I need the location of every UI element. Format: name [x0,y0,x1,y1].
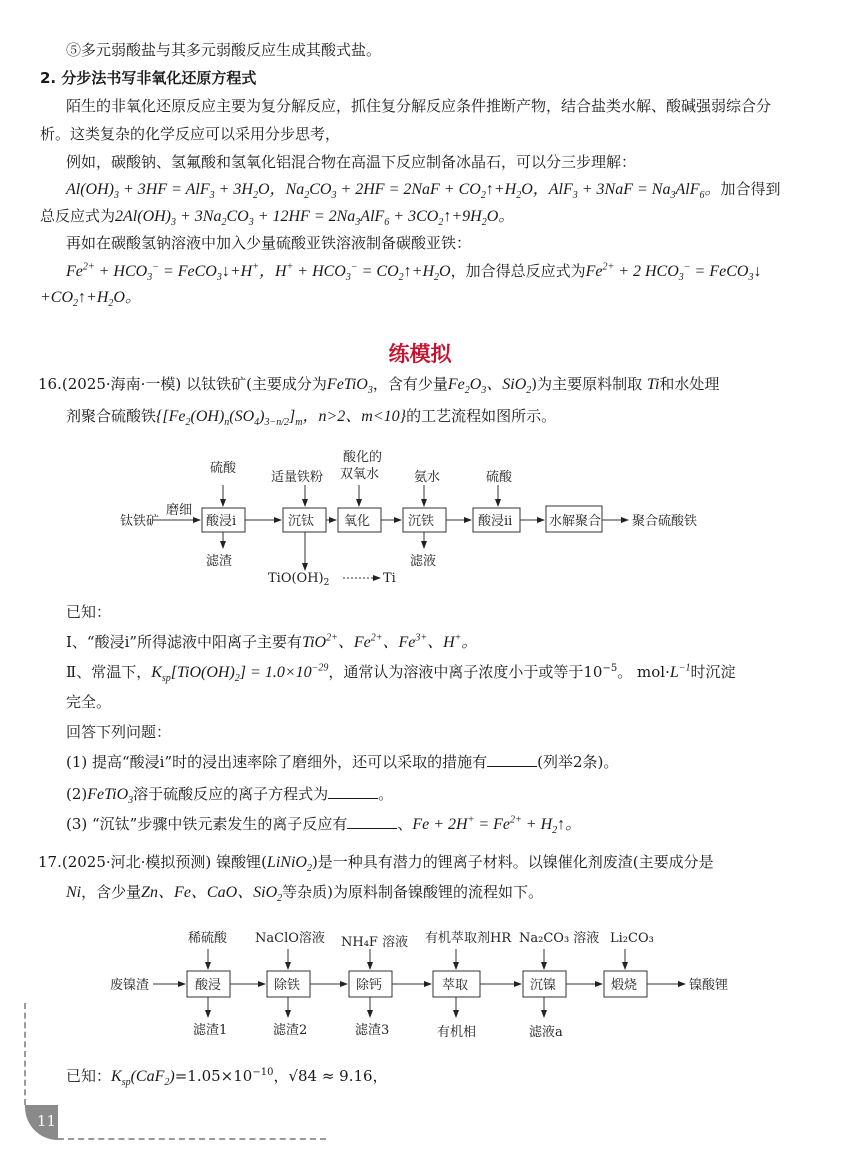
heading-2: 2. 分步法书写非氧化还原方程式 [40,69,257,87]
q16-sub-3-text: (3) “沉钛”步骤中铁元素发生的离子反应有 [66,815,348,833]
para1-line1: 陌生的非氧化还原反应主要为复分解反应，抓住复分解反应条件推断产物，结合盐类水解、酸碱强弱综合分 [66,97,772,115]
q16-input-4: 氨水 [414,470,441,485]
q16-input-1: 硫酸 [210,461,237,476]
answer-blank[interactable] [328,784,378,799]
q17-source: (2025·河北·模拟预测) [61,853,212,871]
q17-text: 镍酸锂( [216,853,267,871]
q16-output-4: 滤液 [410,554,437,569]
answer-blank[interactable] [347,814,397,829]
q17-step-4: 萃取 [442,978,469,993]
section-title: 练模拟 [388,342,452,366]
q17-input-1: 稀硫酸 [188,931,228,946]
q16-sub-2-text: (2) [66,785,88,803]
q16-known-2: Ⅱ、常温下，$K_{sp}[TiO(OH)_2] = 1.0\times 10^{-29}$，通常认为溶液中离子浓度小于或等于$10^{-5}$。 $mol\cdot L^{-1}$时沉淀 [66,662,736,685]
q17-text: ，含少量 [81,883,142,901]
q16-sub-2-text: 溶于硫酸反应的离子方程式为 [133,785,329,803]
q16-step-3: 氧化 [344,514,371,529]
q16-known-2-text: 时沉淀 [690,663,736,681]
page-border-bottom [58,1138,326,1140]
q16-step-4: 沉铁 [408,514,435,529]
q17-known-value: =1.05×10 [174,1067,253,1085]
eq2-prefix: 总反应式为 [40,207,116,225]
q16-text: 的工艺流程如图所示。 [406,407,557,425]
q16-known-2-unit: mol· [637,663,670,681]
q17-number: 17. [38,853,62,871]
equation-2: 总反应式为$2Al(OH)_3 + 3Na_2CO_3 + 12HF = 2Na_3AlF_6$ + $3CO_2↑+9H_2O$。 [40,207,515,229]
q17-stem-line2: Ni，含少量Zn、Fe、CaO、SiO$_2$等杂质)为原料制备镍酸锂的流程如下。 [66,883,544,905]
q16-sub-2: (2)FeTiO$_3$溶于硫酸反应的离子方程式为 。 [66,785,394,807]
q17-step-1: 酸浸 [195,978,222,993]
q16-sub-1-text: (列举2条)。 [537,753,619,771]
q16-stem-line1: 16.(2025·海南·一模) 以钛铁矿(主要成分为FeTiO$_3$，含有少量$Fe_2O_3$、SiO$_2$)为主要原料制取 Ti和水处理 [38,375,720,397]
q16-output-2: $TiO(OH)_2$ [268,571,330,588]
q16-flow-grind: 磨细 [166,503,193,518]
q17-flow-start: 废镍渣 [110,978,150,993]
para2: 例如，碳酸钠、氢氟酸和氢氧化铝混合物在高温下反应制备冰晶石，可以分三步理解： [66,153,637,171]
q16-known-2-text: Ⅱ、常温下， [66,663,152,681]
eq3-mid: ，加合得总反应式为 [450,262,586,280]
q17-known-exp: −10 [252,1067,274,1078]
q16-flow-start: 钛铁矿 [120,514,160,529]
q16-input-2: 适量铁粉 [271,470,324,485]
q17-stem-line1: 17.(2025·河北·模拟预测) 镍酸锂(LiNiO$_2$)是一种具有潜力的锂离子材料。以镍催化剂废渣(主要成分是 [38,853,714,875]
q16-answer-prompt: 回答下列问题： [66,723,172,741]
page-border-left [24,1003,26,1105]
q17-input-6: Li₂CO₃ [610,931,654,946]
q17-known-label: 已知： [66,1067,112,1085]
q16-sub-3: (3) “沉钛”步骤中铁元素发生的离子反应有 、$Fe + 2H^+ = Fe^{2+}$ + $H_2↑$。 [66,814,582,837]
q16-step-5: 酸浸ii [478,514,513,529]
q16-text: 以钛铁矿(主要成分为 [186,375,327,393]
q16-output-1: 滤渣 [206,554,233,569]
q16-number: 16. [38,375,62,393]
q16-flowchart [118,448,738,592]
q16-sub-3-text: 、 [397,815,413,833]
q16-stem-line2: 剂聚合硫酸铁{$[Fe_2(OH)_n(SO_4)_{3-n/2}]_m$，n>2、m<10}的工艺流程如图所示。 [66,407,557,429]
q17-output-3: 滤渣3 [355,1023,390,1038]
para3: 再如在碳酸氢钠溶液中加入少量硫酸亚铁溶液制备碳酸亚铁： [66,234,472,252]
q16-text: 和水处理 [659,375,720,393]
q17-step-2: 除铁 [274,978,301,993]
q16-text: )为主要原料制取 [531,375,643,393]
q16-step-2: 沉钛 [288,514,315,529]
q16-known-1-text: Ⅰ、“酸浸i”所得滤液中阳离子主要有 [66,633,303,651]
q16-known-2-text: ，通常认为溶液中离子浓度小于或等于 [328,663,584,681]
equation-1: $Al(OH)_3 + 3HF = AlF_3 + 3H_2O$，$Na_2CO_3 + 2HF = 2NaF$ + $CO_2↑+H_2O$，$AlF_3 + 3NaF = Na_3AlF_6$。加合得到 [66,180,781,202]
equation-3-cont: $+CO_2↑+H_2O$。 [40,289,141,310]
q17-text: )是一种具有潜力的锂离子材料。以镍催化剂废渣(主要成分是 [311,853,714,871]
q16-step-6: 水解聚合 [549,514,602,529]
q17-input-4: 有机萃取剂HR [425,931,512,946]
q16-input-3b: 双氧水 [340,467,380,482]
q17-flow-product: 镍酸锂 [689,978,729,993]
intro-item-5: ⑤多元弱酸盐与其多元弱酸反应生成其酸式盐。 [66,41,382,59]
q17-known: 已知：$K_{sp}(CaF_2)=1.05\times 10^{-10}$，√84 ≈ 9.16， [66,1067,388,1089]
q16-flow-product: 聚合硫酸铁 [632,514,698,529]
q17-known-sqrt: ，√84 ≈ 9.16， [273,1067,388,1085]
q16-input-3a: 酸化的 [343,450,383,465]
q16-known-label: 已知： [66,603,112,621]
q17-step-3: 除钙 [356,978,383,993]
answer-blank[interactable] [487,752,537,767]
q16-source: (2025·海南·一模) [61,375,182,393]
q16-known-1: Ⅰ、“酸浸i”所得滤液中阳离子主要有TiO$^{2+}$、$Fe^{2+}$、$Fe^{3+}$、H+。 [66,632,478,651]
q17-text: 等杂质)为原料制备镍酸锂的流程如下。 [282,883,544,901]
q17-flowchart [105,924,755,1053]
page-number: 11 [25,1105,58,1140]
equation-3: $Fe^{2+} + HCO_3^-$ = FeCO$_3$↓+H+，$H^+ + HCO_3^-$ = $CO_2↑+H_2O$，加合得总反应式为$Fe^{2+} + 2$ $HCO_3^-$ = FeCO$_3$↓ [66,261,762,284]
q17-input-5: Na₂CO₃ 溶液 [519,931,600,946]
q16-sub-2-text: 。 [378,785,394,803]
q16-known-2-cont: 完全。 [66,693,112,711]
eq1-tail: 加合得到 [720,180,781,198]
q16-sub-1 [66,752,618,772]
q17-input-2: NaClO溶液 [255,931,325,946]
q16-text: ，含有少量 [372,375,448,393]
q17-output-4: 有机相 [437,1025,477,1040]
q17-step-6: 煅烧 [611,978,638,993]
q16-input-5: 硫酸 [486,470,513,485]
para1-line2: 析。这类复杂的化学反应可以采用分步思考， [40,125,341,143]
q17-input-3: NH₄F 溶液 [341,935,409,950]
q17-output-2: 滤渣2 [273,1023,308,1038]
q16-sub-1-text: (1) 提高“酸浸i”时的浸出速率除了磨细外，还可以采取的措施有 [66,753,488,771]
q17-output-5: 滤液a [529,1025,563,1040]
q16-output-3: Ti [383,571,396,586]
q17-output-1: 滤渣1 [193,1023,228,1038]
q16-step-1: 酸浸i [206,514,237,529]
q17-step-5: 沉镍 [530,978,557,993]
q16-text: 剂聚合硫酸铁 [66,407,157,425]
